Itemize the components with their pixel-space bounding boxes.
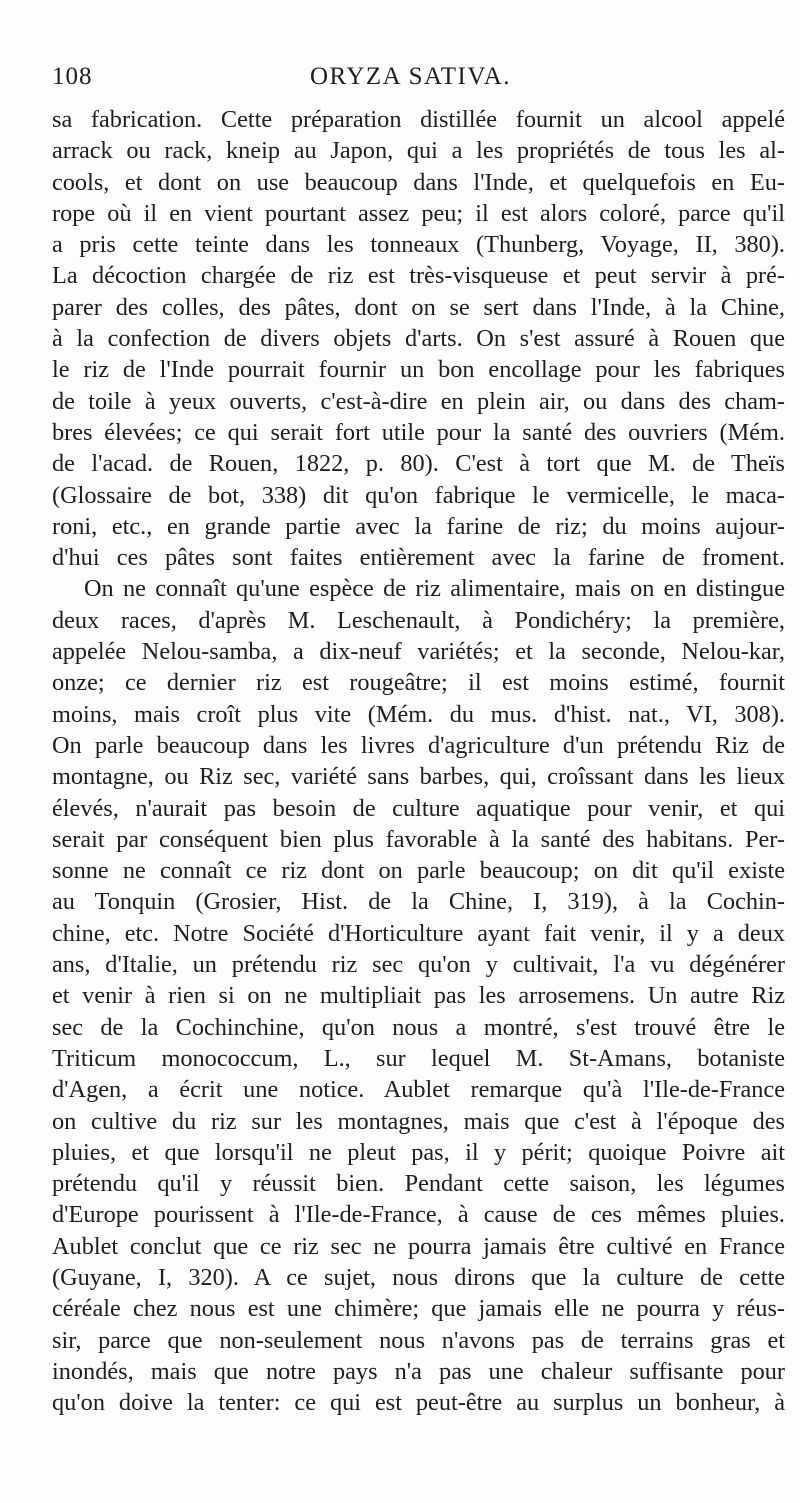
- text-line: élevés, n'aurait pas besoin de culture aquatique pour venir, et qui: [52, 794, 785, 822]
- text-line: parer des colles, des pâtes, dont on se sert dans l'Inde, à la Chine,: [52, 293, 785, 321]
- text-line: moins, mais croît plus vite (Mém. du mus. d'hist. nat., VI, 308).: [52, 700, 785, 728]
- text-line: deux races, d'après M. Leschenault, à Pondichéry; la première,: [52, 606, 785, 634]
- text-line: qu'on doive la tenter: ce qui est peut-être au surplus un bonheur, à: [52, 1389, 785, 1417]
- text-line: (Glossaire de bot, 338) dit qu'on fabrique le vermicelle, le maca-: [52, 481, 785, 509]
- text-line: sir, parce que non-seulement nous n'avons pas de terrains gras et: [52, 1326, 785, 1354]
- text-line: et venir à rien si on ne multipliait pas les arrosemens. Un autre Riz: [52, 982, 785, 1010]
- text-line: Aublet conclut que ce riz sec ne pourra jamais être cultivé en France: [52, 1232, 785, 1260]
- text-line: de l'acad. de Rouen, 1822, p. 80). C'est à tort que M. de Theïs: [52, 450, 785, 478]
- text-line: appelée Nelou-samba, a dix-neuf variétés; et la seconde, Nelou-kar,: [52, 638, 785, 666]
- page-number: 108: [52, 63, 93, 90]
- text-line: La décoction chargée de riz est très-visqueuse et peut servir à pré-: [52, 262, 785, 290]
- text-line: le riz de l'Inde pourrait fournir un bon encollage pour les fabriques: [52, 356, 785, 384]
- text-line: prétendu qu'il y réussit bien. Pendant cette saison, les légumes: [52, 1170, 785, 1198]
- text-line: roni, etc., en grande partie avec la farine de riz; du moins aujour-: [52, 512, 785, 540]
- text-line: On ne connaît qu'une espèce de riz alimentaire, mais on en distingue: [84, 575, 785, 603]
- text-line: on cultive du riz sur les montagnes, mais que c'est à l'époque des: [52, 1107, 785, 1135]
- text-line: ans, d'Italie, un prétendu riz sec qu'on y cultivait, l'a vu dégénérer: [52, 951, 785, 979]
- text-line: serait par conséquent bien plus favorable à la santé des habitans. Per-: [52, 825, 785, 853]
- text-line: arrack ou rack, kneip au Japon, qui a les propriétés de tous les al-: [52, 137, 785, 165]
- text-line: cools, et dont on use beaucoup dans l'Inde, et quelquefois en Eu-: [52, 168, 785, 196]
- text-line: de toile à yeux ouverts, c'est-à-dire en plein air, ou dans des cham-: [52, 387, 785, 415]
- text-line: d'Agen, a écrit une notice. Aublet remarque qu'à l'Ile-de-France: [52, 1076, 785, 1104]
- text-line: sec de la Cochinchine, qu'on nous a montré, s'est trouvé être le: [52, 1013, 785, 1041]
- text-line: au Tonquin (Grosier, Hist. de la Chine, I, 319), à la Cochin-: [52, 888, 785, 916]
- running-title: ORYZA SATIVA.: [310, 63, 512, 90]
- text-line: Triticum monococcum, L., sur lequel M. St-Amans, botaniste: [52, 1044, 785, 1072]
- text-line: d'Europe pourissent à l'Ile-de-France, à cause de ces mêmes pluies.: [52, 1201, 785, 1229]
- text-line: bres élevées; ce qui serait fort utile pour la santé des ouvriers (Mém.: [52, 418, 785, 446]
- text-line: onze; ce dernier riz est rougeâtre; il est moins estimé, fournit: [52, 669, 785, 697]
- text-line: chine, etc. Notre Société d'Horticulture ayant fait venir, il y a deux: [52, 919, 785, 947]
- text-line: céréale chez nous est une chimère; que jamais elle ne pourra y réus-: [52, 1295, 785, 1323]
- text-line: sa fabrication. Cette préparation distillée fournit un alcool appelé: [52, 106, 785, 133]
- text-line: montagne, ou Riz sec, variété sans barbes, qui, croîssant dans les lieux: [52, 763, 785, 791]
- text-line: inondés, mais que notre pays n'a pas une chaleur suffisante pour: [52, 1357, 785, 1385]
- running-header: [52, 63, 770, 99]
- text-line: sonne ne connaît ce riz dont on parle beaucoup; on dit qu'il existe: [52, 857, 785, 885]
- text-line: rope où il en vient pourtant assez peu; il est alors coloré, parce qu'il: [52, 199, 785, 227]
- text-line: d'hui ces pâtes sont faites entièrement avec la farine de froment.: [52, 544, 785, 572]
- text-line: On parle beaucoup dans les livres d'agriculture d'un prétendu Riz de: [52, 731, 785, 759]
- text-line: pluies, et que lorsqu'il ne pleut pas, il y périt; quoique Poivre ait: [52, 1138, 785, 1166]
- body-text: [52, 104, 785, 1418]
- text-line: (Guyane, I, 320). A ce sujet, nous dirons que la culture de cette: [52, 1263, 785, 1291]
- text-line: a pris cette teinte dans les tonneaux (Thunberg, Voyage, II, 380).: [52, 231, 785, 259]
- text-line: à la confection de divers objets d'arts. On s'est assuré à Rouen que: [52, 325, 785, 353]
